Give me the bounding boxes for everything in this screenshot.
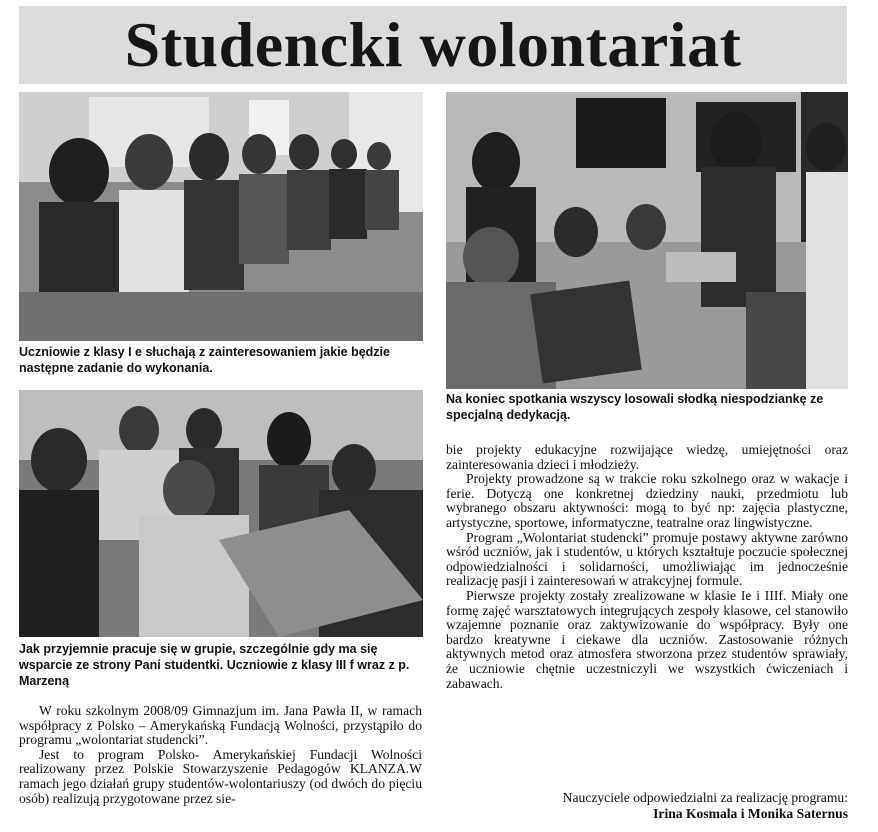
body-paragraph-continuation: bie projekty edukacyjne rozwijające wiedzę, umiejętności oraz zainteresowania dzieci i młodzieży. <box>446 442 848 472</box>
article-body-right <box>446 443 848 691</box>
article-body-left <box>19 704 422 806</box>
photo-caption-listening: Uczniowie z klasy I e słuchają z zainteresowaniem jakie będzie następne zadanie do wykonania. <box>19 345 390 375</box>
body-paragraph: Jest to program Polsko- Amerykańskiej Fundacji Wolności realizowany przez Polskie Stowarzyszenie Pedagogów KLANZA.W ramach jego działań grupy studentów-wolontariuszy (od dwóch do pięciu osób) realizują przygotowane przez sie- <box>19 746 422 806</box>
article-title: Studencki wolontariat <box>124 9 742 80</box>
photo-caption-group-work: Jak przyjemnie pracuje się w grupie, szczególnie gdy ma się wsparcie ze strony Pani studentki. Uczniowie z klasy III f wraz z p. Marzeną <box>19 642 410 688</box>
photo-students-listening <box>19 92 423 341</box>
body-paragraph: W roku szkolnym 2008/09 Gimnazjum im. Jana Pawła II, w ramach współpracy z Polsko – Amerykańską Fundacją Wolności, przystąpiło do programu „wolontariat studencki”. <box>19 703 422 748</box>
photo-students-listening-image <box>19 92 423 341</box>
photo-group-work <box>19 390 423 637</box>
body-paragraph: Pierwsze projekty zostały zrealizowane w klasie Ie i IIIf. Miały one formę zajęć warsztatowych integrujących zespoły klasowe, cel stanowiło wzajemne poznanie oraz zaktywizowanie do współpracy. Były one bardzo kreatywne i ciekawe dla uczniów. Zastosowanie różnych aktywnych metod oraz atmosfera stworzona przez studentów sprawiały, że uczniowie chętnie uczestniczyli we wszystkich ćwiczeniach i zabawach. <box>446 587 848 691</box>
photo-sweet-surprise-image <box>446 92 848 389</box>
signature-line: Nauczyciele odpowiedzialni za realizację programu: <box>562 790 848 805</box>
photo-group-work-image <box>19 390 423 637</box>
title-banner <box>19 6 847 84</box>
body-paragraph: Program „Wolontariat studencki” promuje postawy aktywne zarówno wśród uczniów, jak i studentów, u których kształtuje poczucie społecznej odpowiedzialności i solidarności, umożliwiając im jednocześnie realizację pasji i zainteresowań w atrakcyjnej formule. <box>446 529 848 589</box>
body-paragraph: Projekty prowadzone są w trakcie roku szkolnego oraz w wakacje i ferie. Dotyczą one konkretnej dziedziny nauki, przedmiotu lub wybranego obszaru aktywności: mogą to być np: zajęcia plastyczne, artystyczne, sportowe, informatyczne, teatralne oraz lingwistyczne. <box>446 471 848 530</box>
photo-caption-surprise: Na koniec spotkania wszyscy losowali słodką niespodziankę ze specjalną dedykacją. <box>446 392 824 422</box>
article-signature <box>446 790 848 822</box>
signature-authors: Irina Kosmala i Monika Saternus <box>653 806 848 821</box>
photo-sweet-surprise <box>446 92 848 389</box>
